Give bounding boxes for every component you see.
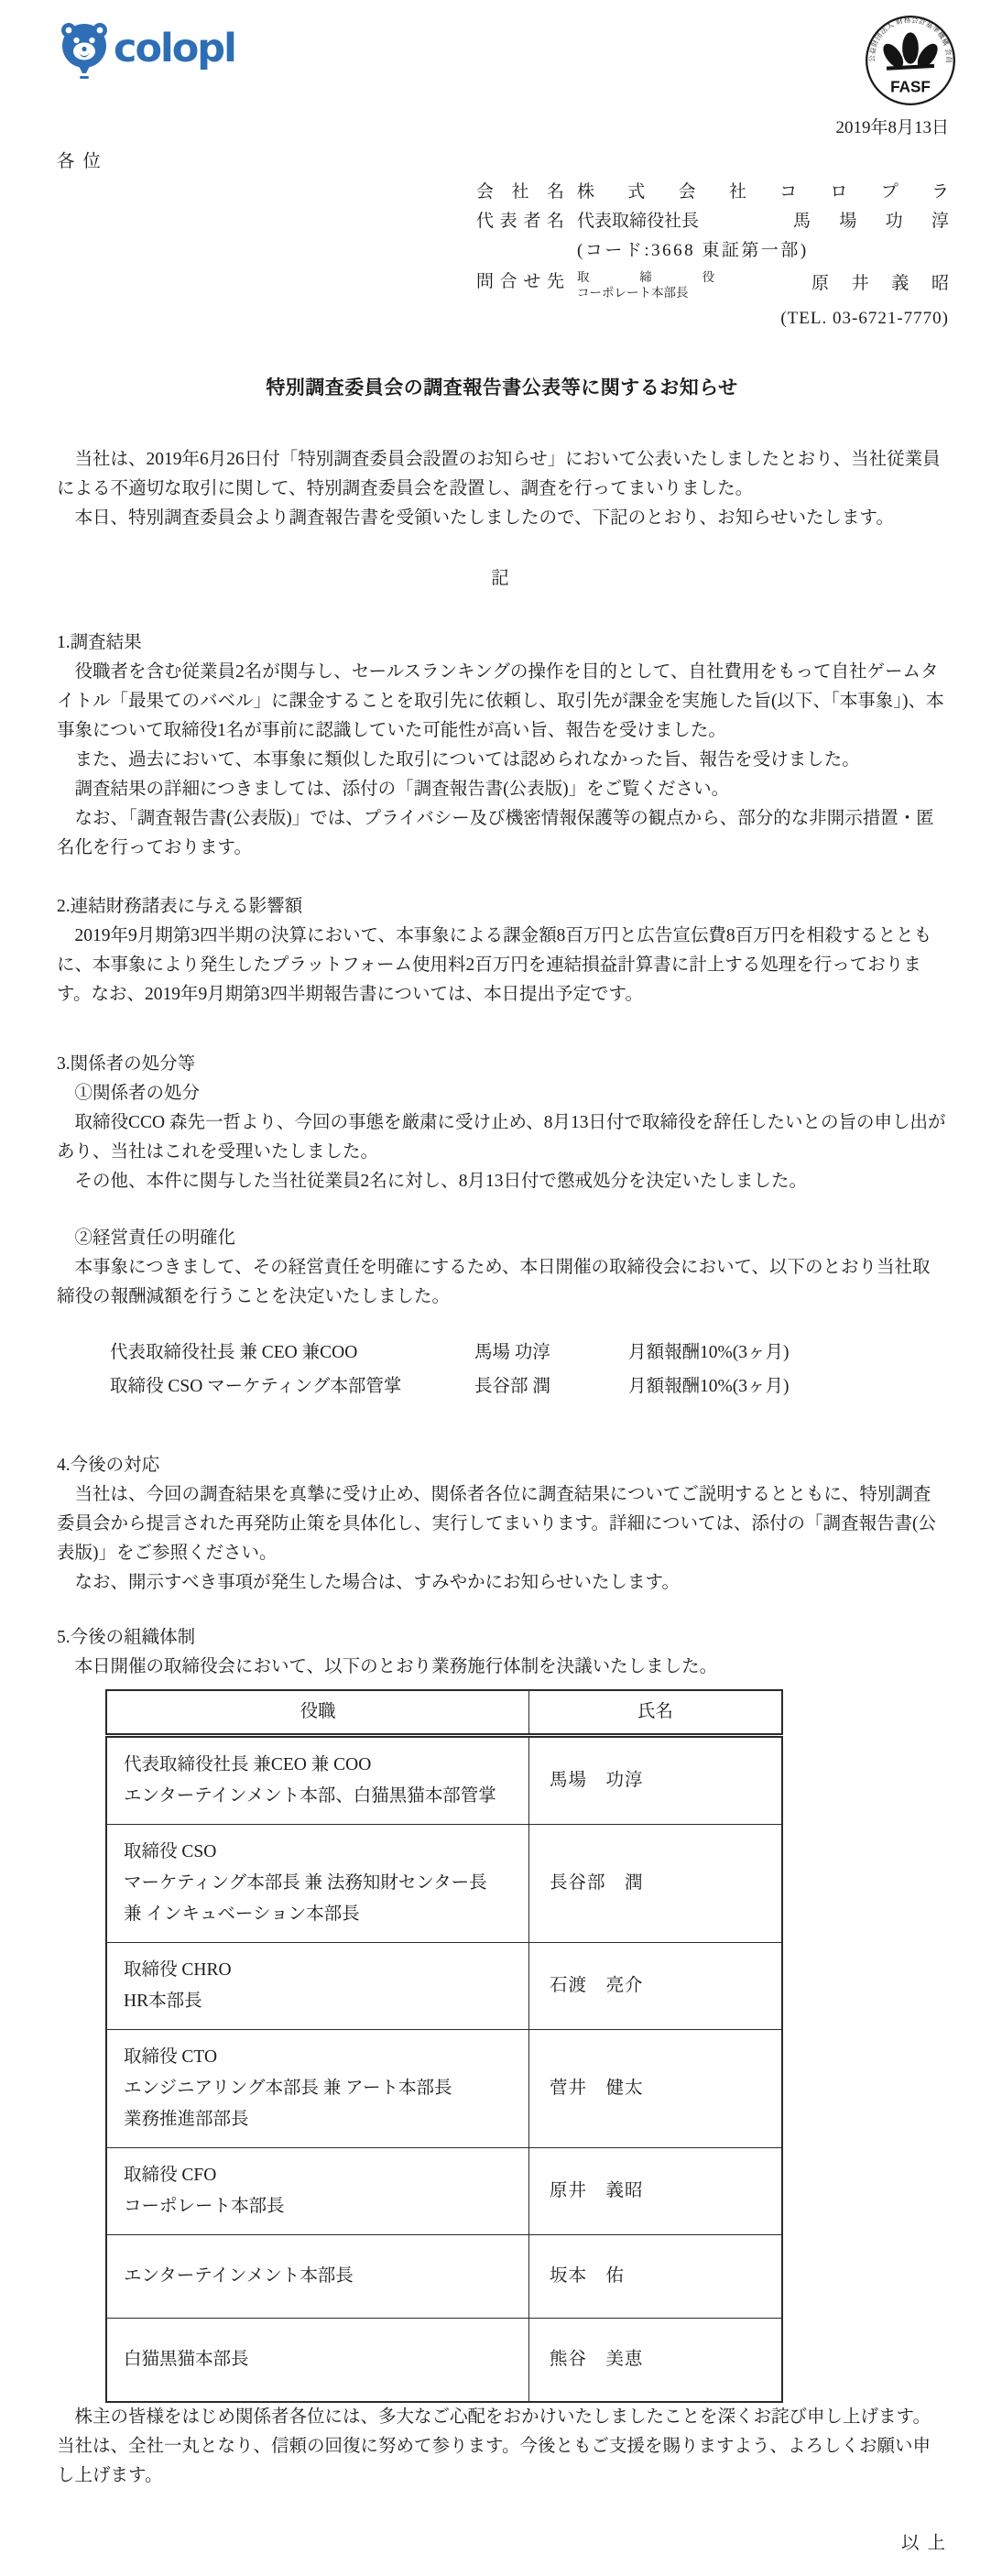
org-table-header-role: 役職 [106,1690,529,1736]
company-name-value: 株式会社コロプラ [577,182,949,202]
org-name-cell: 石渡 亮介 [529,1943,783,2030]
section-1-paragraph: なお、「調査報告書(公表版)」では、プライバシー及び機密情報保護等の観点から、部分的な非開示措置・匿名化を行っております。 [57,809,934,857]
section-organizational-structure [57,1623,947,2403]
salary-reduction-row [110,1336,947,1370]
section-1-paragraph: また、過去において、本事象に類似した取引については認められなかった旨、報告を受けました。 [74,750,860,770]
section-2-heading: 2.連結財務諸表に与える影響額 [57,897,303,916]
section-3-heading: 3.関係者の処分等 [57,1054,196,1074]
section-5-heading: 5.今後の組織体制 [57,1628,196,1647]
addressee: 各 位 [57,152,103,171]
org-role-cell [106,1825,529,1943]
stock-code-row [476,236,949,266]
org-role-line: HR本部長 [124,1992,202,2011]
org-role-line: マーケティング本部長 兼 法務知財センター長 [124,1873,487,1893]
org-role-line: エンターテインメント本部、白猫黒猫本部管掌 [124,1786,496,1806]
contact-title: 取締役 コーポレート本部長 [577,270,714,300]
section-disciplinary-actions [57,1050,947,1403]
section-1-paragraph: 調査結果の詳細につきましては、添付の「調査報告書(公表版)」をご覧ください。 [74,780,730,799]
org-name-cell: 長谷部 潤 [529,1825,783,1943]
org-table-body [106,1736,782,2403]
org-name-cell: 熊谷 美恵 [529,2319,783,2403]
org-table-row [106,1825,782,1943]
org-table-row [106,1736,782,1825]
ki-mark: 記 [491,569,513,588]
subsection-2-title: ②経営責任の明確化 [74,1228,236,1248]
org-table-header-name: 氏名 [529,1690,783,1736]
reduction-name: 長谷部 潤 [474,1377,550,1396]
section-1-heading: 1.調査結果 [57,633,142,652]
org-role-line: 白猫黒猫本部長 [124,2350,249,2369]
org-role-line: 業務推進部部長 [124,2110,249,2129]
representative-row [476,207,949,236]
reduction-amount: 月額報酬10%(3ヶ月) [628,1377,790,1396]
org-role-cell [106,2148,529,2235]
representative-label: 代表者名 [476,212,564,231]
org-structure-table [105,1689,783,2403]
org-name-cell: 坂本 佑 [529,2235,783,2319]
section-2-paragraph: 2019年9月期第3四半期の決算において、本事象による課金額8百万円と広告宣伝費8百万円を相殺するとともに、本事象により発生したプラットフォーム使用料2百万円を連結損益計算書に計上する処理を行っております。なお、2019年9月期第3四半期報告書については、本日提出予定です。 [57,926,932,1004]
document-date: 2019年8月13日 [835,118,949,137]
representative-title: 代表取締役社長 [577,212,700,231]
section-1-paragraph: 役職者を含む従業員2名が関与し、セールスランキングの操作を目的として、自社費用をもって自社ゲームタイトル「最果てのバベル」に課金することを取引先に依頼し、取引先が課金を実施した旨(以下、「本事象」)、本事象について取締役1名が事前に認識していた可能性が高い旨、報告を受けました。 [57,662,944,740]
subsection-1-paragraph: 取締役CCO 森先一哲より、今回の事態を厳粛に受け止め、8月13日付で取締役を辞任したいとの旨の申し出があり、当社はこれを受理いたしました。 [57,1113,946,1162]
reduction-amount: 月額報酬10%(3ヶ月) [628,1343,790,1362]
org-table-row [106,2319,782,2403]
seal-label: FASF [890,77,931,96]
company-name-row [476,178,949,207]
intro-paragraphs [57,445,947,533]
org-role-cell [106,2319,529,2403]
fasf-seal-icon [863,13,958,113]
company-info-block [476,178,949,333]
section-investigation-results [57,628,947,863]
logo-wordmark: colopl [114,26,235,71]
org-role-cell [106,1736,529,1825]
subsection-2 [57,1224,947,1312]
representative-name: 馬場功淳 [793,212,949,231]
org-role-line: 兼 インキュベーション本部長 [124,1905,360,1924]
contact-name: 原井義昭 [811,274,949,293]
section-4-heading: 4.今後の対応 [57,1456,160,1475]
subsection-1-title: ①関係者の処分 [74,1084,201,1103]
org-role-line: 代表取締役社長 兼CEO 兼 COO [124,1755,372,1774]
org-table-row [106,2235,782,2319]
seal-ring-text: 公益財団法人 財務会計基準機構 会員 [867,16,953,64]
org-name-cell: 菅井 健太 [529,2030,783,2148]
contact-row [476,267,949,300]
reduction-position: 取締役 CSO マーケティング本部管掌 [110,1377,402,1396]
document-title: 特別調査委員会の調査報告書公表等に関するお知らせ [266,377,738,398]
document-body [57,374,947,2559]
org-role-line: コーポレート本部長 [124,2197,285,2216]
section-4-paragraph: 当社は、今回の調査結果を真摯に受け止め、関係者各位に調査結果についてご説明するとともに、特別調査委員会から提言された再発防止策を具体化し、実行してまいります。詳細については、添付の「調査報告書(公表版)」をご参照ください。 [57,1485,937,1563]
section-4-paragraph: なお、開示すべき事項が発生した場合は、すみやかにお知らせいたします。 [74,1573,680,1592]
subsection-2-paragraph: 本事象につきまして、その経営責任を明確にするため、本日開催の取締役会において、以下のとおり当社取締役の報酬減額を行うことを決定いたしました。 [57,1258,931,1306]
org-name-cell: 馬場 功淳 [529,1736,783,1825]
org-role-line: 取締役 CHRO [124,1960,232,1980]
company-name-label: 会社名 [476,182,564,202]
salary-reduction-row [110,1370,947,1403]
intro-paragraph: 本日、特別調査委員会より調査報告書を受領いたしましたので、下記のとおり、お知らせいたします。 [74,508,894,528]
org-role-line: 取締役 CFO [124,2166,217,2185]
org-role-line: 取締役 CSO [124,1842,217,1861]
org-table-header-row [106,1690,782,1736]
subsection-1-paragraph: その他、本件に関与した当社従業員2名に対し、8月13日付で懲戒処分を決定いたしました。 [74,1172,808,1191]
end-mark: 以 上 [901,2534,947,2553]
org-table-row [106,1943,782,2030]
org-role-cell [106,2235,529,2319]
reduction-name: 馬場 功淳 [474,1343,550,1362]
org-role-cell [106,2030,529,2148]
closing-paragraph: 株主の皆様をはじめ関係者各位には、多大なご心配をおかけいたしましたことを深くお詫び申し上げます。当社は、全社一丸となり、信頼の回復に努めて参ります。今後ともご支援を賜りますよう、よろしくお願い申し上げます。 [57,2407,931,2485]
intro-paragraph: 当社は、2019年6月26日付「特別調査委員会設置のお知らせ」において公表いたしましたとおり、当社従業員による不適切な取引に関して、特別調査委員会を設置し、調査を行ってまいりました。 [57,450,941,498]
org-name-cell: 原井 義昭 [529,2148,783,2235]
section-financial-impact [57,892,947,1010]
colopl-logo-icon [55,18,256,87]
contact-tel: (TEL. 03-6721-7770) [780,309,949,328]
stock-code: (コード:3668 東証第一部) [577,241,809,260]
org-table-row [106,2030,782,2148]
section-future-response [57,1451,947,1598]
org-role-line: エンジニアリング本部長 兼 アート本部長 [124,2079,452,2098]
reduction-position: 代表取締役社長 兼 CEO 兼COO [110,1343,358,1362]
contact-label: 問合せ先 [476,272,564,291]
section-5-intro: 本日開催の取締役会において、以下のとおり業務施行体制を決議いたしました。 [74,1657,718,1676]
org-role-line: 取締役 CTO [124,2047,218,2067]
org-table-row [106,2148,782,2235]
org-role-cell [106,1943,529,2030]
salary-reduction-list [110,1336,947,1403]
org-role-line: エンターテインメント本部長 [124,2266,354,2286]
